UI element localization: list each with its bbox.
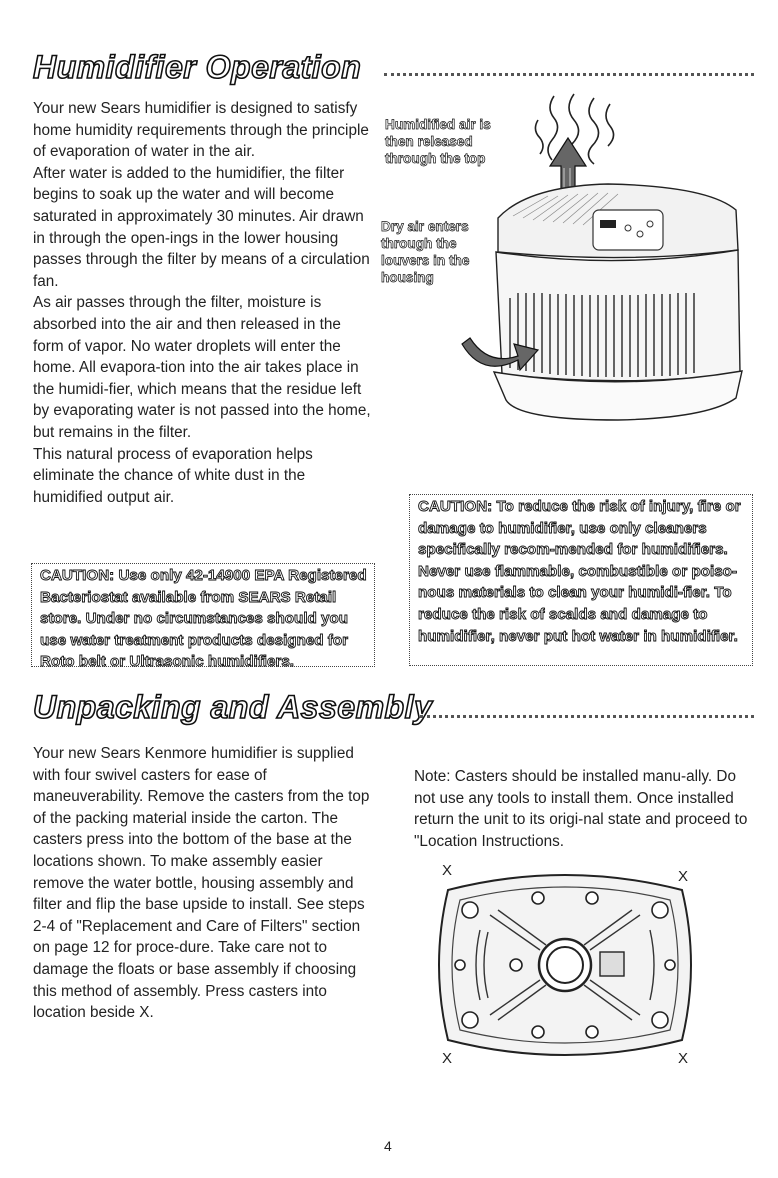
operation-paragraph: Your new Sears humidifier is designed to satisfy home humidity requirements through the principle of evaporation of water in the air. bbox=[33, 100, 369, 161]
caster-note-text: Note: Casters should be installed manu-ally. Do not use any tools to install them. Once installed return the unit to its origi-nal state and proceed to "Location Instructions. bbox=[414, 768, 748, 850]
humidifier-figure bbox=[378, 88, 758, 478]
figure-label-top: Humidified air is then released through the top bbox=[385, 117, 491, 166]
caster-mark: X bbox=[678, 1050, 689, 1067]
section-title-humidifier-operation: Humidifier Operation bbox=[33, 49, 362, 85]
operation-text bbox=[33, 98, 373, 508]
caster-mark: X bbox=[442, 862, 453, 879]
operation-paragraph: After water is added to the humidifier, the filter begins to soak up the water and will become saturated in approximately 30 minutes. Air drawn in through the open-ings in the lower housing passes through the filter by means of a circulation fan. bbox=[33, 164, 370, 290]
heading-rule bbox=[384, 73, 754, 76]
caution-box-bacteriostat: CAUTION: Use only 42-14900 EPA Registered Bacteriostat available from SEARS Retail store. Under no circumstances should you use water treatment products designed for Roto belt or Ultrasonic humidifiers. bbox=[31, 563, 375, 667]
base-caster-diagram bbox=[420, 860, 710, 1070]
base-underside-illustration bbox=[420, 860, 710, 1070]
control-panel bbox=[593, 210, 663, 250]
heading-rule bbox=[420, 715, 754, 718]
operation-paragraph: This natural process of evaporation helps eliminate the chance of white dust in the humidified output air. bbox=[33, 445, 313, 506]
caution-box-cleaners: CAUTION: To reduce the risk of injury, fire or damage to humidifier, use only cleaners specifically recom-mended for humidifiers. Never use flammable, combustible or poiso-nous materials to clean your humidi-fier. To reduce the risk of scalds and damage to humidifier, never put hot water in humidifier. bbox=[409, 494, 753, 666]
caster-mark: X bbox=[678, 868, 689, 885]
page-number: 4 bbox=[384, 1138, 392, 1154]
caster-mark: X bbox=[442, 1050, 453, 1067]
figure-label-side: Dry air enters through the louvers in the housing bbox=[381, 219, 470, 285]
section-title-unpacking: Unpacking and Assembly bbox=[33, 689, 433, 725]
operation-paragraph: As air passes through the filter, moisture is absorbed into the air and then released in the form of vapor. No water droplets will enter the home. All evapora-tion into the air takes place in the humidi-fier, which means that the residue left by evaporating water is not passed into the home, but remains in the filter. bbox=[33, 294, 371, 441]
unpacking-text: Your new Sears Kenmore humidifier is supplied with four swivel casters for ease of maneuverability. Remove the casters from the top of the packing material inside the carton. The casters press into the bottom of the base at the locations shown. To make assembly easier remove the water bottle, housing assembly and filter and flip the base upside to install. See steps 2-4 of "Replacement and Care of Filters" section on page 12 for proce-dure. Take care not to damage the floats or base assembly if choosing this method of assembly. Press casters into location beside X. bbox=[33, 745, 370, 1022]
